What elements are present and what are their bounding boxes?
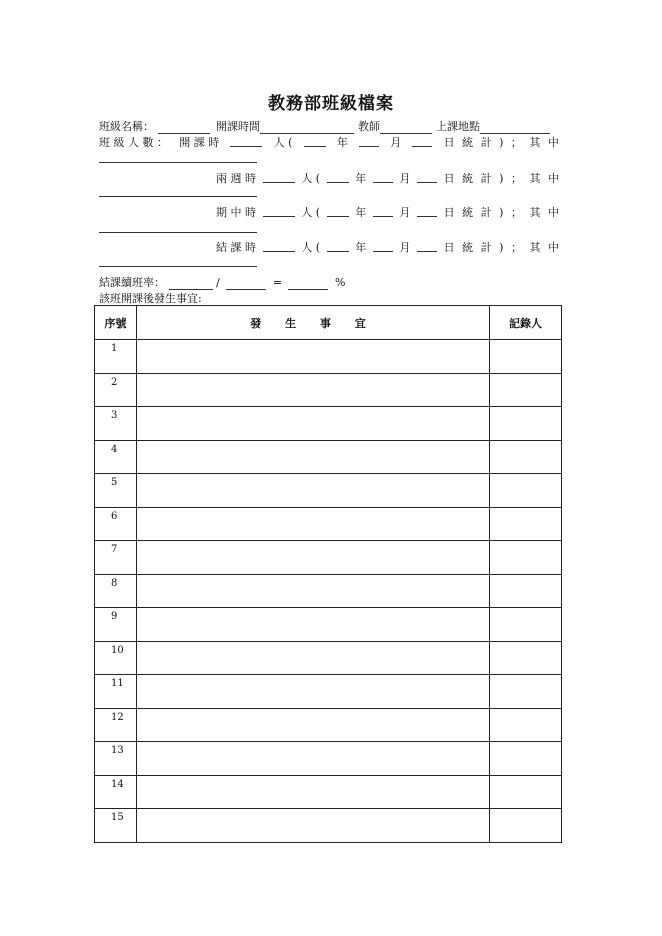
- stage-label: 結 課 時: [216, 241, 256, 254]
- detail-underline[interactable]: [99, 162, 257, 163]
- event-cell[interactable]: [137, 675, 490, 709]
- table-row: [95, 541, 562, 575]
- header-no: 序號: [95, 306, 137, 340]
- header-recorder: 記錄人: [490, 306, 562, 340]
- table-row: [95, 474, 562, 508]
- row-number: 14: [95, 775, 137, 809]
- recorder-cell[interactable]: [490, 742, 562, 776]
- month-label: 月: [399, 241, 411, 254]
- event-cell[interactable]: [137, 507, 490, 541]
- person-count-field[interactable]: [230, 134, 262, 147]
- recorder-cell[interactable]: [490, 373, 562, 407]
- person-label: 人 (: [301, 172, 321, 185]
- percent-text: %: [334, 276, 346, 289]
- event-cell[interactable]: [137, 340, 490, 374]
- recorder-cell[interactable]: [490, 675, 562, 709]
- header-event: [137, 306, 490, 340]
- total-count-field[interactable]: [226, 277, 266, 290]
- stat-label: 日 統 計 ) ； 其 中: [443, 136, 561, 149]
- year-field[interactable]: [327, 204, 349, 217]
- page-title: 教務部班級檔案: [268, 94, 394, 114]
- recorder-cell[interactable]: [490, 775, 562, 809]
- day-field[interactable]: [412, 134, 432, 147]
- stage-label: 開 課 時: [179, 136, 220, 149]
- month-field[interactable]: [373, 204, 393, 217]
- event-cell[interactable]: [137, 708, 490, 742]
- recorder-cell[interactable]: [490, 507, 562, 541]
- row-number: 8: [95, 574, 137, 608]
- person-label: 人 (: [301, 241, 321, 254]
- row-number: 2: [95, 373, 137, 407]
- day-field[interactable]: [417, 204, 437, 217]
- after-class-label: 該班開課後發生事宜:: [99, 292, 202, 305]
- event-cell[interactable]: [137, 608, 490, 642]
- completion-rate-label: 結課續班率：: [99, 276, 165, 289]
- year-label: 年: [336, 136, 348, 149]
- completion-rate-row: [99, 274, 561, 290]
- month-field[interactable]: [359, 134, 379, 147]
- table-row: [95, 440, 562, 474]
- headcount-label: 班 級 人 數 ：: [99, 136, 168, 149]
- event-cell[interactable]: [137, 373, 490, 407]
- stage-label: 兩 週 時: [216, 172, 256, 185]
- recorder-cell[interactable]: [490, 641, 562, 675]
- event-cell[interactable]: [137, 775, 490, 809]
- headcount-row-end: [216, 239, 561, 255]
- event-cell[interactable]: [137, 407, 490, 441]
- row-number: 7: [95, 541, 137, 575]
- table-row: [95, 742, 562, 776]
- row-number: 1: [95, 340, 137, 374]
- teacher-field[interactable]: [380, 121, 432, 134]
- table-row: [95, 373, 562, 407]
- recorder-cell[interactable]: [490, 608, 562, 642]
- event-cell[interactable]: [137, 541, 490, 575]
- recorder-cell[interactable]: [490, 574, 562, 608]
- table-row: [95, 407, 562, 441]
- recorder-cell[interactable]: [490, 407, 562, 441]
- person-label: 人 (: [273, 136, 293, 149]
- detail-underline[interactable]: [99, 196, 257, 197]
- day-field[interactable]: [417, 170, 437, 183]
- row-number: 13: [95, 742, 137, 776]
- event-cell[interactable]: [137, 474, 490, 508]
- year-field[interactable]: [327, 239, 349, 252]
- year-label: 年: [355, 206, 367, 219]
- recorder-cell[interactable]: [490, 340, 562, 374]
- table-header-row: [95, 306, 562, 340]
- row-number: 6: [95, 507, 137, 541]
- class-name-field[interactable]: [158, 121, 210, 134]
- table-row: [95, 775, 562, 809]
- location-label: 上課地點: [436, 120, 480, 133]
- person-count-field[interactable]: [263, 239, 295, 252]
- month-field[interactable]: [373, 239, 393, 252]
- recorder-cell[interactable]: [490, 474, 562, 508]
- year-label: 年: [355, 172, 367, 185]
- start-time-label: 開課時間: [216, 120, 260, 133]
- equals-text: =: [272, 276, 282, 289]
- row-number: 3: [95, 407, 137, 441]
- slash-text: /: [216, 276, 220, 289]
- year-field[interactable]: [304, 134, 326, 147]
- person-count-field[interactable]: [263, 204, 295, 217]
- table-row: [95, 809, 562, 843]
- row-number: 12: [95, 708, 137, 742]
- events-table: [94, 305, 562, 843]
- location-field[interactable]: [480, 121, 550, 134]
- headcount-row-open: [99, 134, 561, 150]
- detail-underline[interactable]: [99, 266, 257, 267]
- recorder-cell[interactable]: [490, 708, 562, 742]
- event-cell[interactable]: [137, 641, 490, 675]
- stat-label: 日 統 計 ) ； 其 中: [443, 206, 561, 219]
- table-row: [95, 641, 562, 675]
- year-field[interactable]: [327, 170, 349, 183]
- table-row: [95, 675, 562, 709]
- year-label: 年: [355, 241, 367, 254]
- row-number: 10: [95, 641, 137, 675]
- month-label: 月: [399, 206, 411, 219]
- event-cell[interactable]: [137, 809, 490, 843]
- row-number: 11: [95, 675, 137, 709]
- recorder-cell[interactable]: [490, 541, 562, 575]
- row-number: 4: [95, 440, 137, 474]
- month-label: 月: [390, 136, 402, 149]
- detail-underline[interactable]: [99, 232, 257, 233]
- recorder-cell[interactable]: [490, 809, 562, 843]
- teacher-label: 教師: [358, 120, 380, 133]
- event-cell[interactable]: [137, 574, 490, 608]
- headcount-row-two-weeks: [216, 170, 561, 186]
- table-row: [95, 574, 562, 608]
- event-cell[interactable]: [137, 742, 490, 776]
- continued-count-field[interactable]: [169, 277, 213, 290]
- row-number: 9: [95, 608, 137, 642]
- day-field[interactable]: [417, 239, 437, 252]
- start-time-field[interactable]: [260, 121, 354, 134]
- table-row: [95, 340, 562, 374]
- class-name-label: 班級名稱：: [99, 120, 154, 133]
- class-info-row: [99, 118, 561, 134]
- person-count-field[interactable]: [263, 170, 295, 183]
- stat-label: 日 統 計 ) ； 其 中: [443, 241, 561, 254]
- stat-label: 日 統 計 ) ； 其 中: [443, 172, 561, 185]
- rate-value-field[interactable]: [288, 277, 328, 290]
- table-row: [95, 507, 562, 541]
- month-label: 月: [399, 172, 411, 185]
- recorder-cell[interactable]: [490, 440, 562, 474]
- table-row: [95, 608, 562, 642]
- row-number: 15: [95, 809, 137, 843]
- header-event-label: 發 生 事 宜: [250, 316, 376, 330]
- month-field[interactable]: [373, 170, 393, 183]
- headcount-row-midterm: [216, 204, 561, 220]
- stage-label: 期 中 時: [216, 206, 256, 219]
- row-number: 5: [95, 474, 137, 508]
- person-label: 人 (: [301, 206, 321, 219]
- table-row: [95, 708, 562, 742]
- event-cell[interactable]: [137, 440, 490, 474]
